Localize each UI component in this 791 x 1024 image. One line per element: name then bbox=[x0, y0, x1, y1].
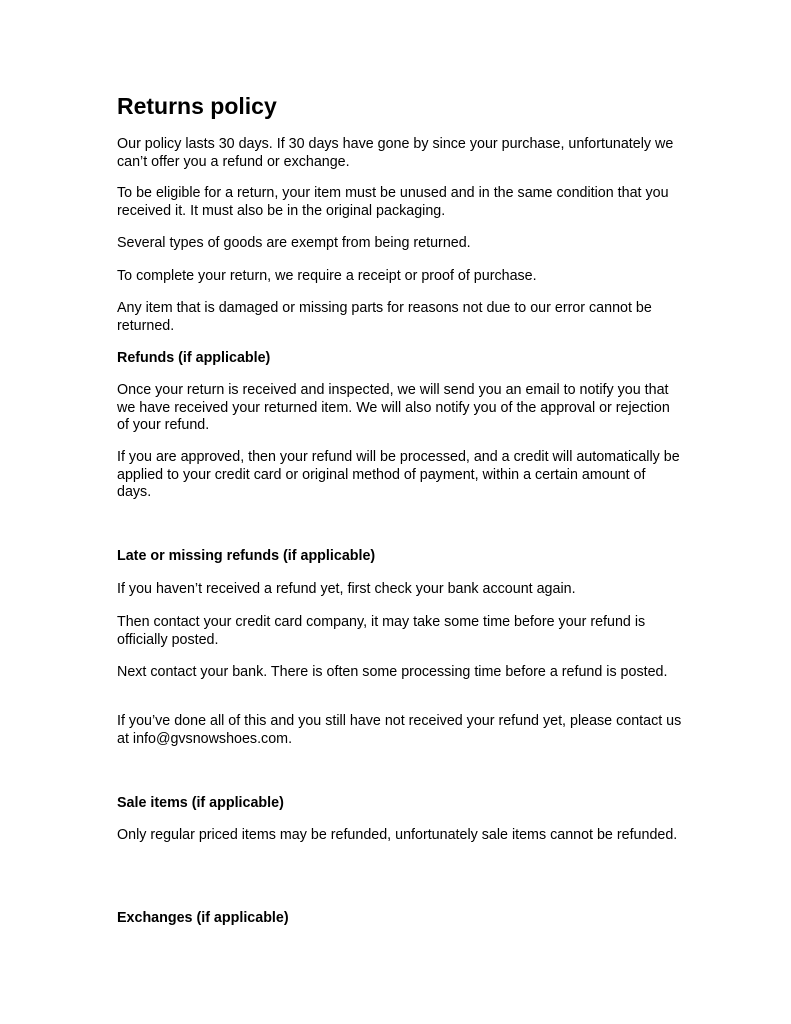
late-refunds-heading: Late or missing refunds (if applicable) bbox=[117, 548, 376, 564]
exempt-goods-paragraph: Several types of goods are exempt from being returned. bbox=[117, 235, 471, 251]
damaged-items-paragraph: Any item that is damaged or missing parts for reasons not due to our error cannot be returned. bbox=[117, 300, 652, 334]
contact-bank-paragraph: Next contact your bank. There is often some processing time before a refund is posted. bbox=[117, 664, 668, 680]
refunds-heading: Refunds (if applicable) bbox=[117, 350, 271, 366]
contact-us-paragraph: If you’ve done all of this and you still have not received your refund yet, please contact us at info@gvsnowshoes.com. bbox=[117, 713, 682, 747]
credit-card-paragraph: Then contact your credit card company, it may take some time before your refund is officially posted. bbox=[117, 614, 646, 648]
page-title: Returns policy bbox=[117, 93, 277, 119]
policy-duration-paragraph: Our policy lasts 30 days. If 30 days have gone by since your purchase, unfortunately we can’t offer you a refund or exchange. bbox=[117, 136, 674, 170]
refund-inspection-paragraph: Once your return is received and inspected, we will send you an email to notify you that we have received your returned item. We will also notify you of the approval or rejection of your refund. bbox=[117, 382, 670, 433]
sale-items-paragraph: Only regular priced items may be refunded, unfortunately sale items cannot be refunded. bbox=[117, 827, 678, 843]
eligibility-paragraph: To be eligible for a return, your item must be unused and in the same condition that you received it. It must also be in the original packaging. bbox=[117, 185, 669, 219]
receipt-paragraph: To complete your return, we require a receipt or proof of purchase. bbox=[117, 268, 537, 284]
check-bank-paragraph: If you haven’t received a refund yet, first check your bank account again. bbox=[117, 581, 576, 597]
exchanges-heading: Exchanges (if applicable) bbox=[117, 910, 289, 926]
refund-approval-paragraph: If you are approved, then your refund will be processed, and a credit will automatically be applied to your credit card or original method of payment, within a certain amount of days. bbox=[117, 449, 680, 500]
sale-items-heading: Sale items (if applicable) bbox=[117, 795, 284, 811]
